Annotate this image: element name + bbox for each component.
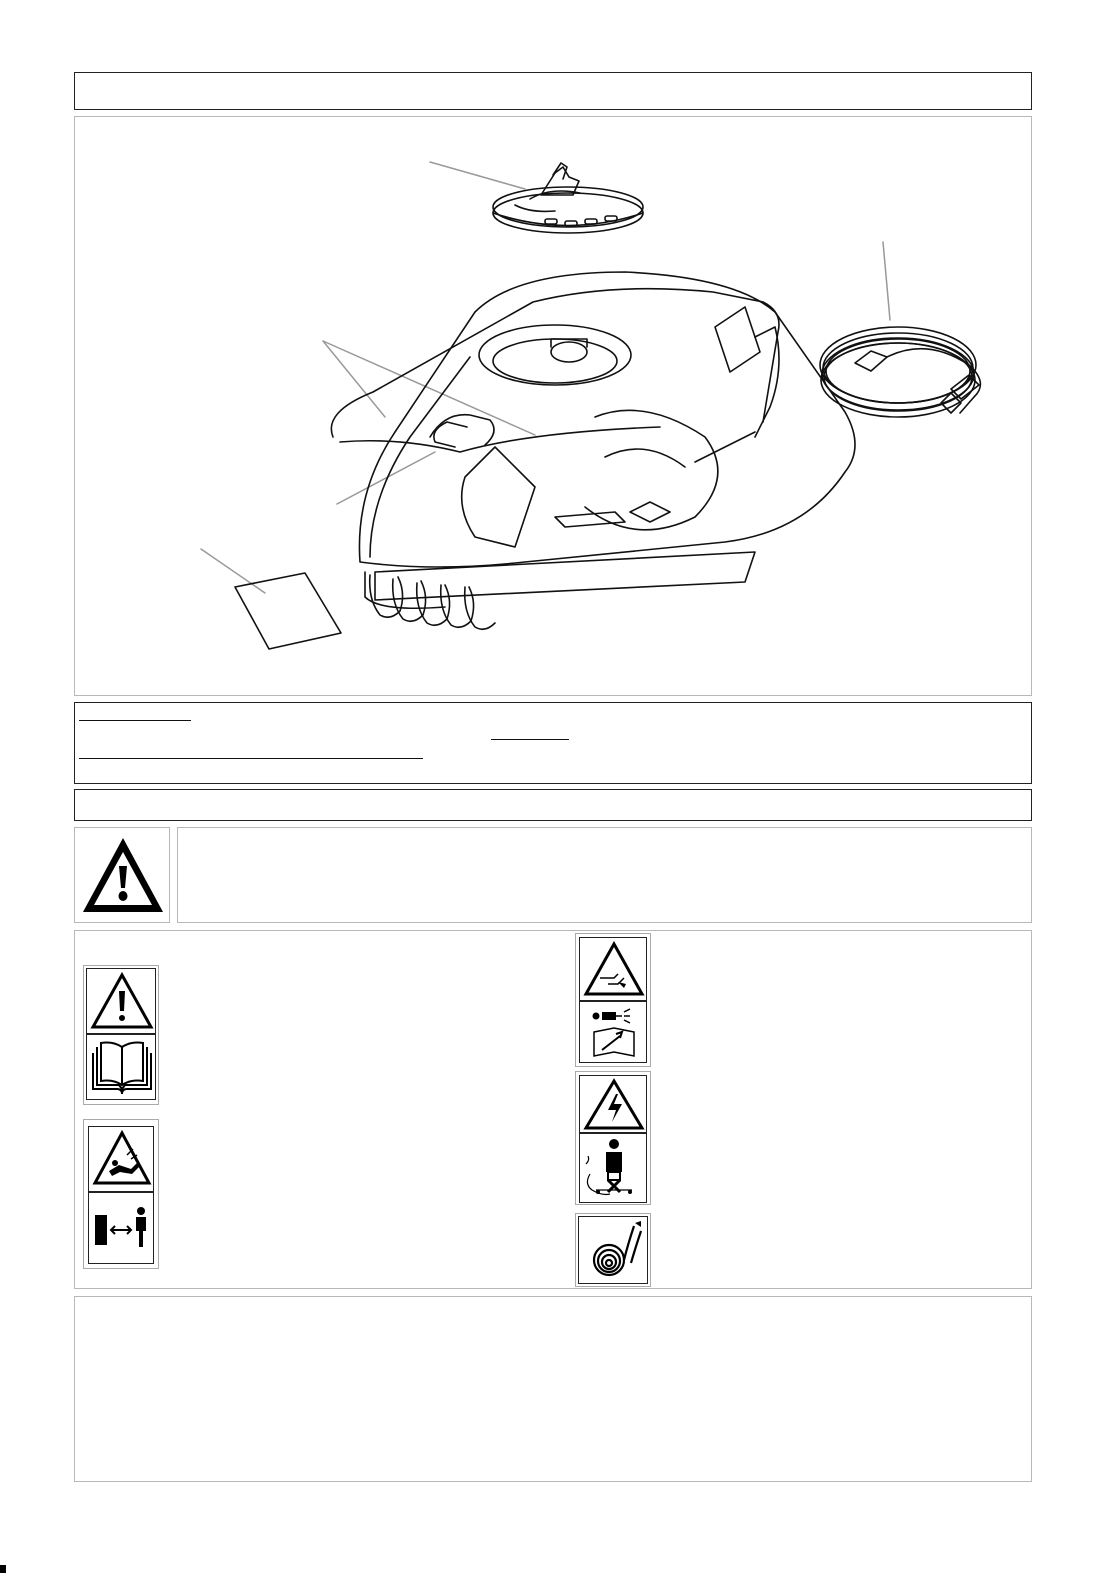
read-manual-icon (87, 969, 157, 1035)
thrown-objects-icon (89, 1127, 155, 1193)
electric-shock-symbol (575, 1071, 651, 1205)
notes-underline-1 (79, 720, 191, 721)
thrown-objects-symbol (83, 1119, 159, 1269)
read-manual-symbol (83, 965, 159, 1105)
product-illustration (75, 117, 1033, 697)
page-edge-mark (0, 1565, 6, 1573)
disconnect-symbol (575, 933, 651, 1067)
safety-header (74, 789, 1032, 821)
cutting-hazard-icon (580, 938, 648, 1002)
cable-coil-icon (579, 1217, 649, 1285)
symbols-panel (74, 930, 1032, 1289)
page-header (74, 72, 1032, 110)
general-warning-icon-box (74, 827, 170, 923)
footer-text-panel (74, 1296, 1032, 1482)
general-warning-text-box (177, 827, 1032, 923)
notes-underline-3 (79, 758, 423, 759)
warning-triangle-icon (75, 828, 171, 924)
book-icon (87, 1035, 157, 1101)
operator-cable-icon (580, 1134, 648, 1204)
electric-shock-icon (580, 1076, 648, 1134)
unplug-maintenance-icon (580, 1002, 648, 1064)
cable-coil-symbol (575, 1213, 651, 1287)
notes-box (74, 702, 1032, 784)
notes-underline-2 (491, 739, 569, 740)
product-illustration-panel (74, 116, 1032, 696)
keep-distance-icon (89, 1193, 155, 1265)
